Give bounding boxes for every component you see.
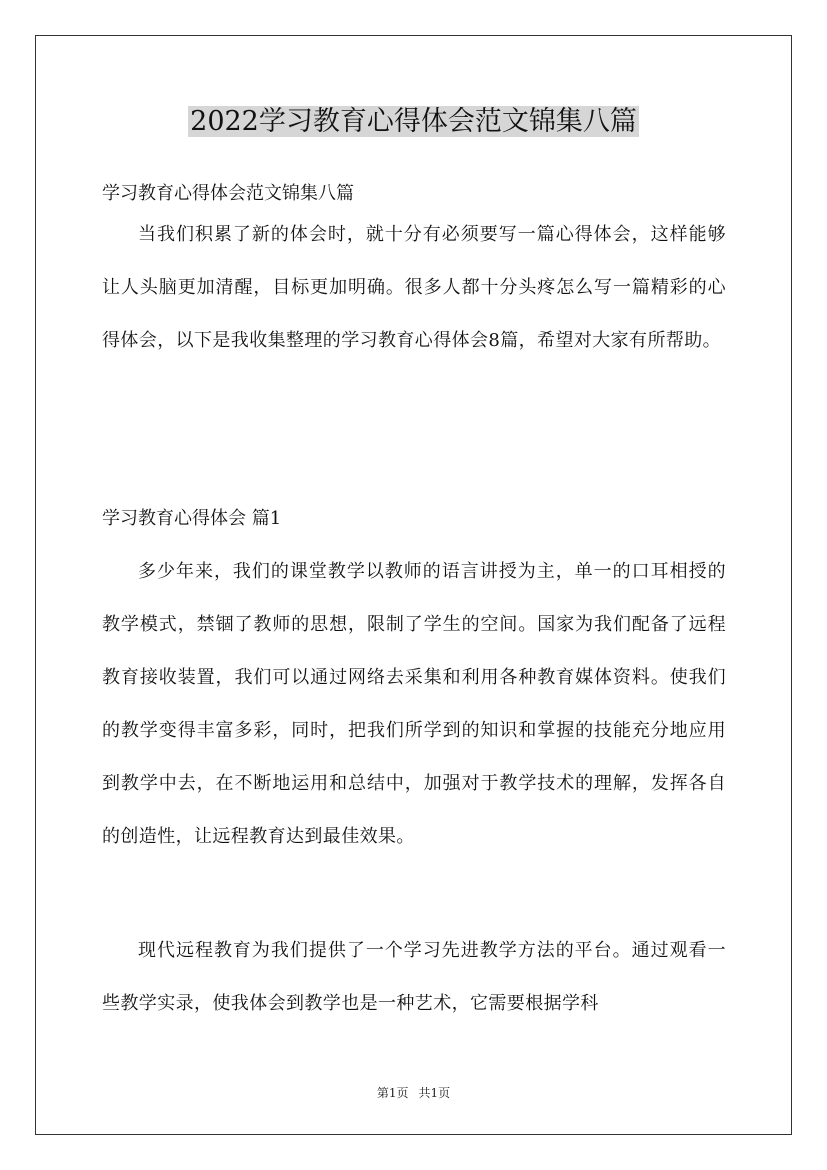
body-paragraph-1: 多少年来，我们的课堂教学以教师的语言讲授为主，单一的口耳相授的教学模式，禁锢了教师的思想，限制了学生的空间。国家为我们配备了远程教育接收装置，我们可以通过网络去采集和利用各种教育媒体资料。使我们的教学变得丰富多彩，同时，把我们所学到的知识和掌握的技能充分地应用到教学中去，在不断地运用和总结中，加强对于教学技术的理解，发挥各自的创造性，让远程教育达到最佳效果。 — [102, 561, 726, 847]
section-heading: 学习教育心得体会 篇1 — [102, 508, 282, 529]
page-total: 共1页 — [418, 1086, 451, 1100]
document-subtitle: 学习教育心得体会范文锦集八篇 — [102, 183, 354, 204]
page-number: 第1页 — [376, 1086, 409, 1100]
intro-paragraph: 当我们积累了新的体会时，就十分有必须要写一篇心得体会，这样能够让人头脑更加清醒，目标更加明确。很多人都十分头疼怎么写一篇精彩的心得体会，以下是我收集整理的学习教育心得体会8篇，希望对大家有所帮助。 — [102, 224, 726, 351]
document-title-text: 2022学习教育心得体会范文锦集八篇 — [190, 106, 637, 137]
body-paragraph-2: 现代远程教育为我们提供了一个学习先进教学方法的平台。通过观看一些教学实录，使我体会到教学也是一种艺术，它需要根据学科 — [102, 940, 726, 1014]
page-footer — [0, 1085, 827, 1101]
document-title — [0, 104, 827, 140]
